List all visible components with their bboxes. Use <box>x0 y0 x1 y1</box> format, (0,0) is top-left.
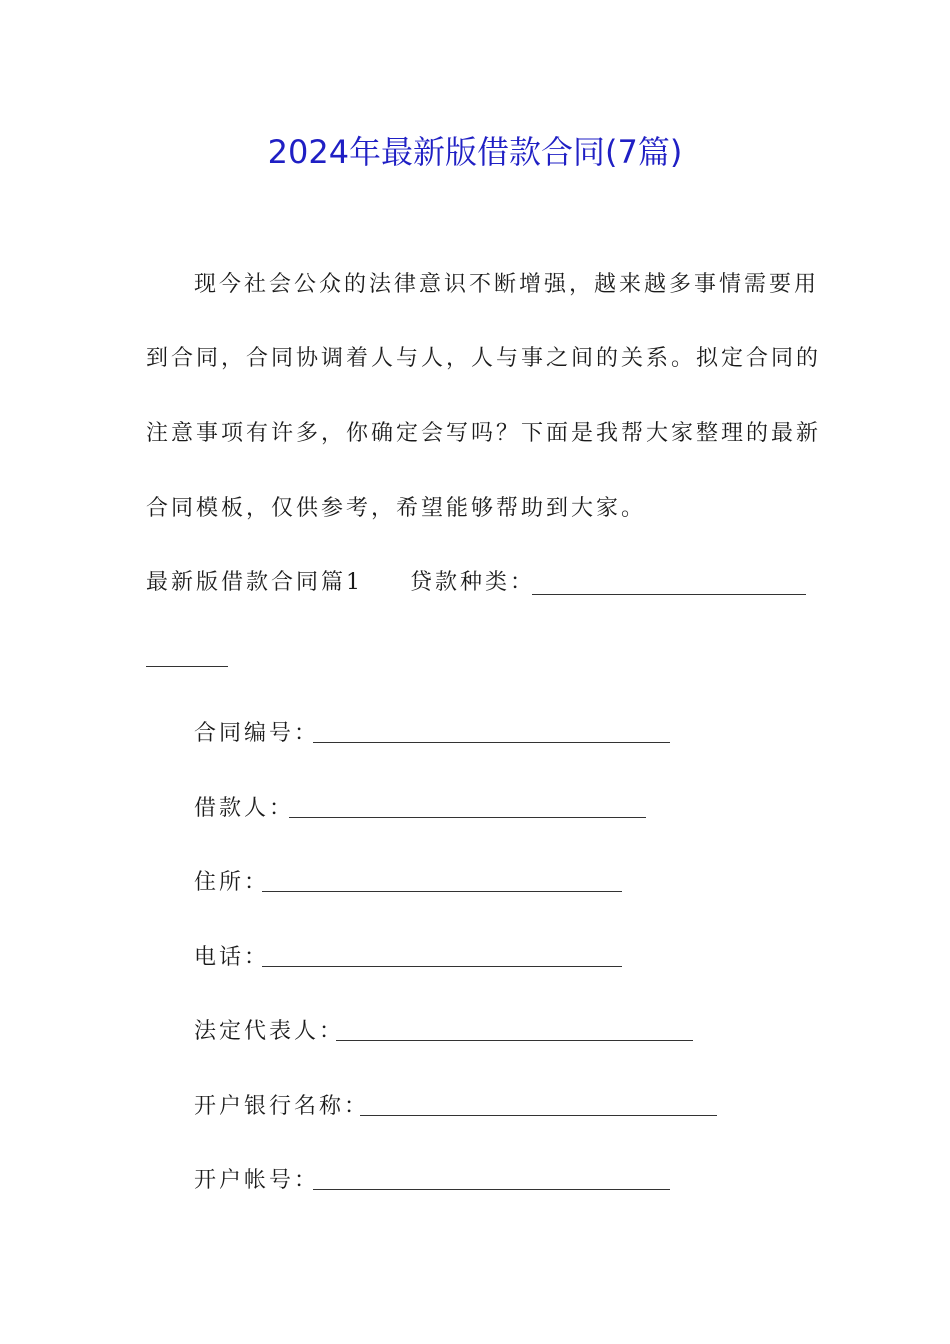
intro-line-2: 到合同，合同协调着人与人，人与事之间的关系。拟定合同的 <box>146 346 822 371</box>
contract-number-label: 合同编号： <box>194 721 320 746</box>
bank-name-label: 开户银行名称： <box>194 1094 370 1119</box>
loan-type-blank-continued <box>146 666 228 667</box>
bank-name-blank <box>360 1115 717 1116</box>
account-number-label: 开户帐号： <box>194 1168 320 1193</box>
borrower-blank <box>289 817 646 818</box>
section-heading: 最新版借款合同篇1 <box>146 570 363 595</box>
address-label: 住所： <box>194 870 270 895</box>
phone-blank <box>262 966 622 967</box>
legal-representative-blank <box>336 1040 693 1041</box>
legal-representative-label: 法定代表人： <box>194 1019 345 1044</box>
intro-line-4: 合同模板，仅供参考，希望能够帮助到大家。 <box>146 496 647 521</box>
contract-number-blank <box>313 742 670 743</box>
intro-line-3: 注意事项有许多，你确定会写吗？下面是我帮大家整理的最新 <box>146 421 822 446</box>
account-number-blank <box>313 1189 670 1190</box>
document-title: 2024年最新版借款合同(7篇) <box>267 133 683 171</box>
loan-type-label: 贷款种类： <box>410 570 536 595</box>
phone-label: 电话： <box>194 945 270 970</box>
address-blank <box>262 891 622 892</box>
intro-line-1: 现今社会公众的法律意识不断增强，越来越多事情需要用 <box>194 272 820 297</box>
loan-type-blank <box>532 594 806 595</box>
borrower-label: 借款人： <box>194 796 295 821</box>
